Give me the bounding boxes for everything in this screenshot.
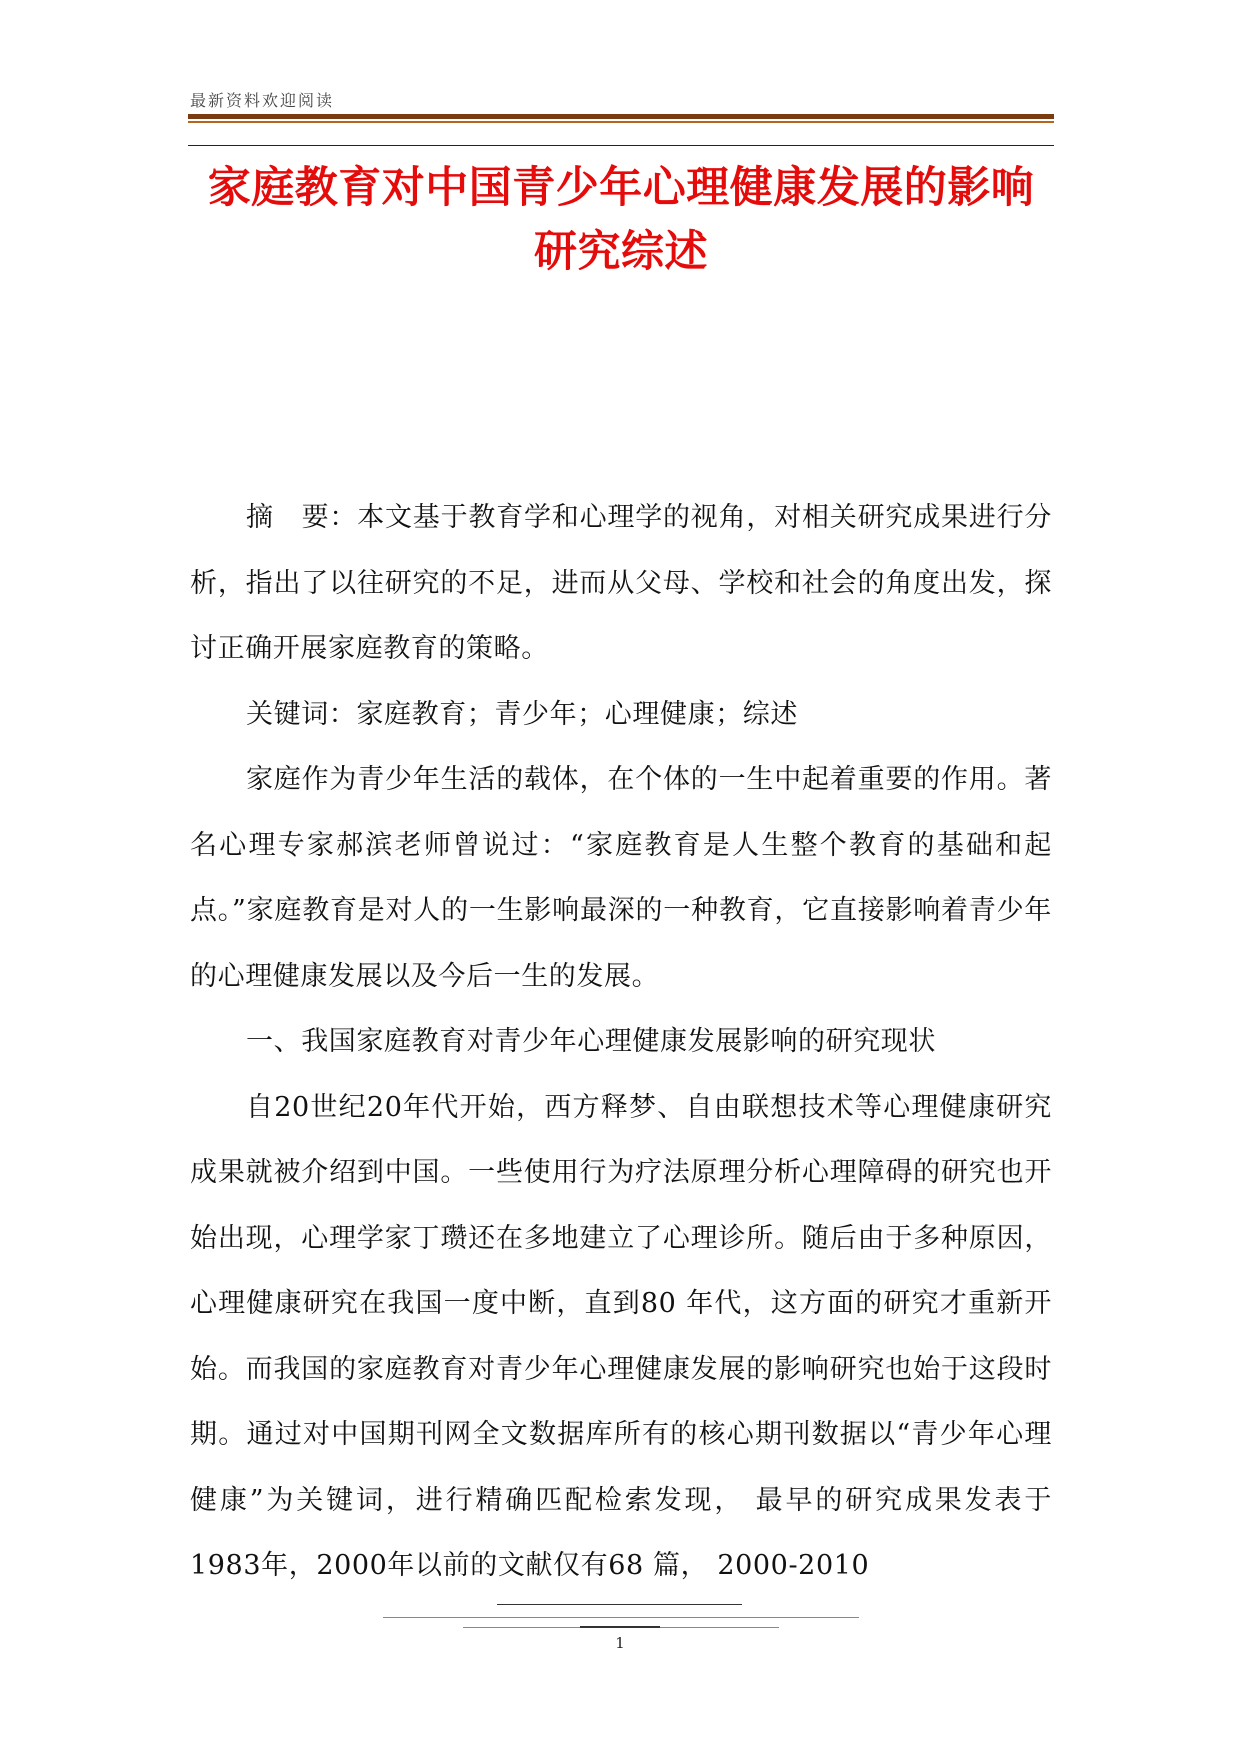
document-title: 家庭教育对中国青少年心理健康发展的影响研究综述 bbox=[207, 163, 1035, 277]
header-rule-thin bbox=[188, 145, 1054, 146]
intro-paragraph: 家庭作为青少年生活的载体，在个体的一生中起着重要的作用。著名心理专家郝滨老师曾说过：“家庭教育是人生整个教育的基础和起点。”家庭教育是对人的一生影响最深的一种教育，它直接影响着青少年的心理健康发展以及今后一生的发展。 bbox=[190, 764, 1052, 992]
abstract-paragraph: 摘 要：本文基于教育学和心理学的视角，对相关研究成果进行分析，指出了以往研究的不足，进而从父母、学校和社会的角度出发，探讨正确开展家庭教育的策略。 bbox=[190, 502, 1052, 664]
running-header: 最新资料欢迎阅读 bbox=[190, 91, 335, 110]
header-rule-accent bbox=[188, 121, 1054, 123]
footer-rule-top bbox=[497, 1604, 742, 1605]
keywords-paragraph: 关键词：家庭教育；青少年；心理健康；综述 bbox=[246, 698, 798, 730]
footer-rule-center bbox=[580, 1626, 660, 1628]
header-rule-thick bbox=[188, 114, 1054, 119]
page-number: 1 bbox=[615, 1634, 625, 1652]
footer-rule-wide bbox=[383, 1617, 859, 1618]
body-paragraph: 自20世纪20年代开始，西方释梦、自由联想技术等心理健康研究成果就被介绍到中国。一些使用行为疗法原理分析心理障碍的研究也开始出现，心理学家丁瓒还在多地建立了心理诊所。随后由于多种原因，心理健康研究在我国一度中断，直到80 年代，这方面的研究才重新开始。而我国的家庭教育对青少年心理健康发展的影响研究也始于这段时期。通过对中国期刊网全文数据库所有的核心期刊数据以“青少年心理健康”为关键词，进行精确匹配检索发现， 最早的研究成果发表于1983年，2000年以前的文献仅有68 篇， 2000-2010 bbox=[190, 1091, 1052, 1581]
document-body bbox=[190, 485, 1052, 1599]
section-heading: 一、我国家庭教育对青少年心理健康发展影响的研究现状 bbox=[246, 1026, 936, 1057]
